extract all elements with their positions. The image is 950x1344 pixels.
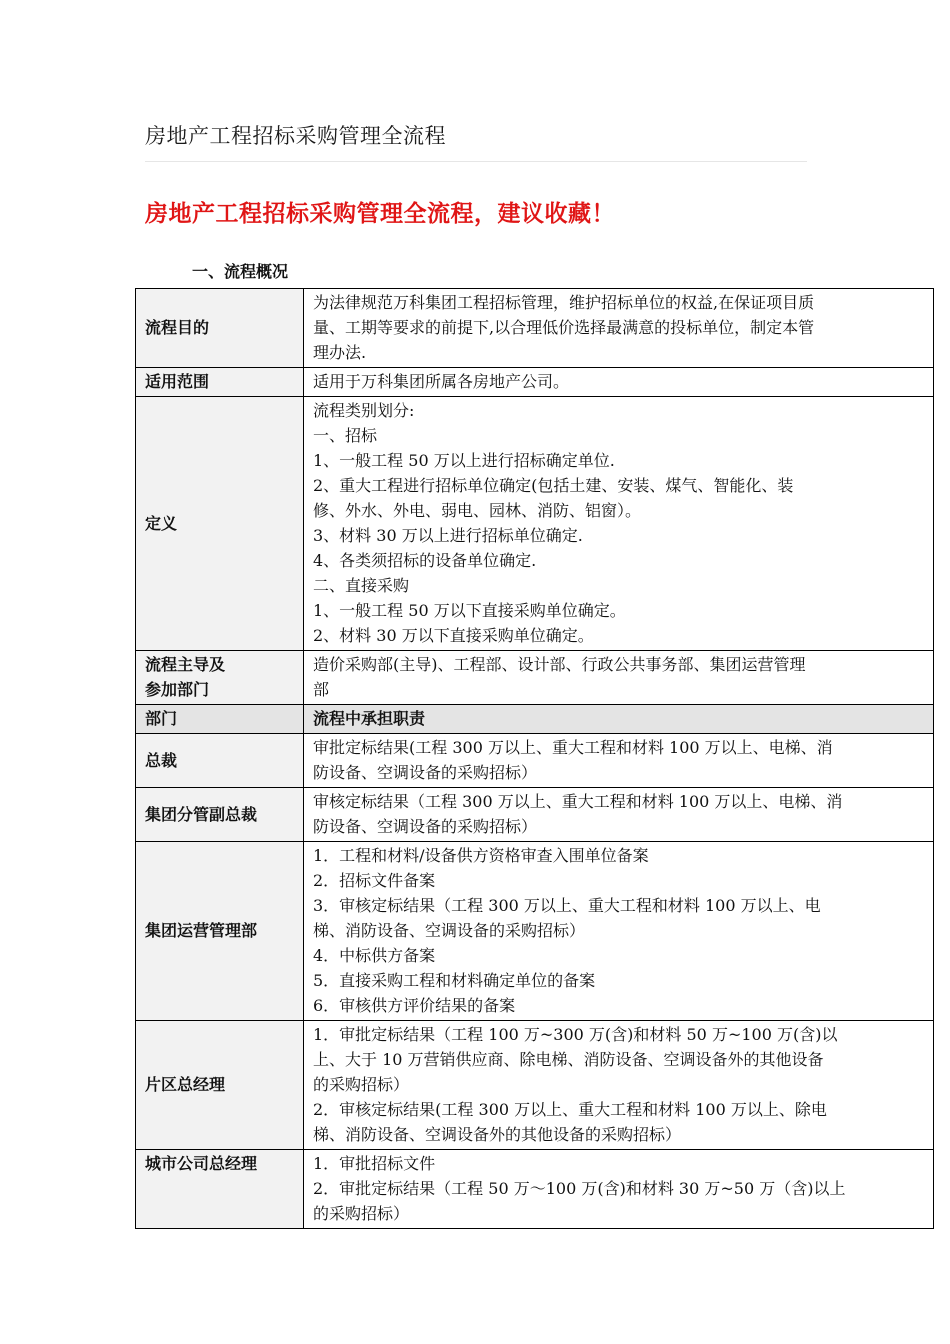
text-line: 防设备、空调设备的采购招标） — [313, 763, 538, 782]
label-definition: 定义 — [136, 397, 304, 651]
text-line: 量、工期等要求的前提下,以合理低价选择最满意的投标单位，制定本管 — [313, 318, 815, 337]
label-scope: 适用范围 — [136, 368, 304, 397]
cell-definition — [304, 397, 934, 651]
text-line: 流程类别划分: — [313, 401, 415, 420]
text-line: 审核定标结果（工程 300 万以上、重大工程和材料 100 万以上、电梯、消 — [313, 792, 843, 811]
header-department: 部门 — [136, 705, 304, 734]
text-line: 造价采购部(主导)、工程部、设计部、行政公共事务部、集团运营管理 — [313, 655, 806, 674]
label-purpose: 流程目的 — [136, 289, 304, 368]
text-line: 审批定标结果(工程 300 万以上、重大工程和材料 100 万以上、电梯、消 — [313, 738, 833, 757]
text-line: 上、大于 10 万营销供应商、除电梯、消防设备、空调设备外的其他设备 — [313, 1050, 824, 1069]
text-line: 2．审批定标结果（工程 50 万～100 万(含)和材料 30 万~50 万（含)以上 — [313, 1179, 846, 1198]
text-line: 部 — [313, 680, 330, 699]
row-president — [136, 734, 934, 788]
text-line: 适用于万科集团所属各房地产公司。 — [313, 372, 570, 391]
text-line: 防设备、空调设备的采购招标） — [313, 817, 538, 836]
cell-city — [304, 1150, 934, 1229]
row-region — [136, 1021, 934, 1150]
row-scope — [136, 368, 934, 397]
cell-president — [304, 734, 934, 788]
headline: 房地产工程招标采购管理全流程，建议收藏！ — [145, 201, 615, 227]
text-line: 2、材料 30 万以下直接采购单位确定。 — [313, 626, 594, 645]
label-president: 总裁 — [136, 734, 304, 788]
label-ops: 集团运营管理部 — [136, 842, 304, 1021]
text-line: 4、各类须招标的设备单位确定. — [313, 551, 537, 570]
text-line: 4．中标供方备案 — [313, 946, 436, 965]
text-line: 的采购招标） — [313, 1204, 410, 1223]
label-city: 城市公司总经理 — [136, 1150, 304, 1229]
text-line: 理办法. — [313, 343, 367, 362]
label-region: 片区总经理 — [136, 1021, 304, 1150]
text-line: 1．审批招标文件 — [313, 1154, 436, 1173]
row-purpose — [136, 289, 934, 368]
text-line: 梯、消防设备、空调设备外的其他设备的采购招标） — [313, 1125, 682, 1144]
title-divider — [145, 161, 807, 162]
text-line: 二、直接采购 — [313, 576, 410, 595]
row-departments — [136, 651, 934, 705]
row-vp — [136, 788, 934, 842]
text-line: 1．工程和材料/设备供方资格审查入围单位备案 — [313, 846, 649, 865]
label-departments — [136, 651, 304, 705]
text-line: 6．审核供方评价结果的备案 — [313, 996, 516, 1015]
text-line: 1、一般工程 50 万以下直接采购单位确定。 — [313, 601, 626, 620]
row-responsibility-header — [136, 705, 934, 734]
label-line: 参加部门 — [145, 680, 210, 699]
text-line: 的采购招标） — [313, 1075, 410, 1094]
cell-region — [304, 1021, 934, 1150]
cell-scope — [304, 368, 934, 397]
text-line: 3．审核定标结果（工程 300 万以上、重大工程和材料 100 万以上、电 — [313, 896, 821, 915]
text-line: 2．招标文件备案 — [313, 871, 436, 890]
text-line: 一、招标 — [313, 426, 378, 445]
text-line: 1、一般工程 50 万以上进行招标确定单位. — [313, 451, 615, 470]
document-title: 房地产工程招标采购管理全流程 — [145, 124, 446, 148]
cell-vp — [304, 788, 934, 842]
row-ops — [136, 842, 934, 1021]
cell-departments — [304, 651, 934, 705]
text-line: 为法律规范万科集团工程招标管理，维护招标单位的权益,在保证项目质 — [313, 293, 815, 312]
text-line: 修、外水、外电、弱电、园林、消防、铝窗）。 — [313, 501, 642, 520]
header-responsibility: 流程中承担职责 — [304, 705, 934, 734]
process-overview-table — [135, 288, 934, 1229]
text-line: 梯、消防设备、空调设备的采购招标） — [313, 921, 586, 940]
text-line: 5．直接采购工程和材料确定单位的备案 — [313, 971, 596, 990]
label-vp: 集团分管副总裁 — [136, 788, 304, 842]
text-line: 1．审批定标结果（工程 100 万~300 万(含)和材料 50 万~100 万(含)以 — [313, 1025, 838, 1044]
cell-ops — [304, 842, 934, 1021]
text-line: 2、重大工程进行招标单位确定(包括土建、安装、煤气、智能化、装 — [313, 476, 794, 495]
text-line: 3、材料 30 万以上进行招标单位确定. — [313, 526, 583, 545]
label-line: 流程主导及 — [145, 655, 226, 674]
row-definition — [136, 397, 934, 651]
row-city — [136, 1150, 934, 1229]
cell-purpose — [304, 289, 934, 368]
section-heading: 一、流程概况 — [192, 262, 289, 281]
text-line: 2．审核定标结果(工程 300 万以上、重大工程和材料 100 万以上、除电 — [313, 1100, 827, 1119]
